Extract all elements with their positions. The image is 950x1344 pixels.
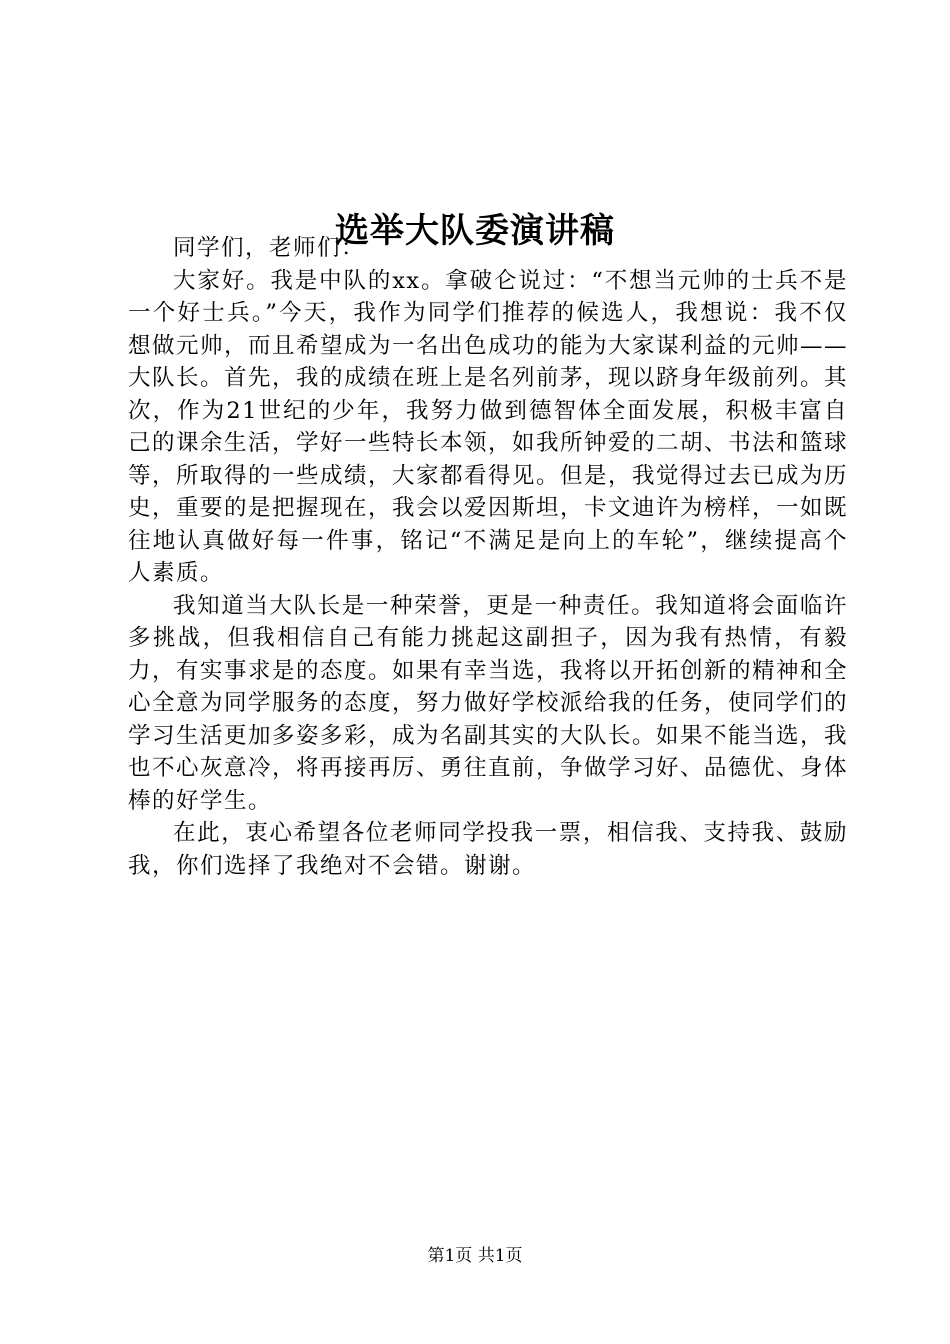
paragraph: 我知道当大队长是一种荣誉，更是一种责任。我知道将会面临许多挑战，但我相信自己有能力挑起这副担子，因为我有热情，有毅力，有实事求是的态度。如果有幸当选，我将以开拓创新的精神和全心全意为同学服务的态度，努力做好学校派给我的任务，使同学们的学习生活更加多姿多彩，成为名副其实的大队长。如果不能当选，我也不心灰意冷，将再接再厉、勇往直前，争做学习好、品德优、身体棒的好学生。 bbox=[128, 592, 849, 814]
speech-body bbox=[128, 232, 848, 882]
page-title: 选举大队委演讲稿 bbox=[335, 210, 615, 251]
paragraph: 在此，衷心希望各位老师同学投我一票，相信我、支持我、鼓励我，你们选择了我绝对不会错。谢谢。 bbox=[128, 820, 848, 879]
salutation: 同学们，老师们： bbox=[173, 235, 366, 261]
page-number-footer: 第1页 共1页 bbox=[427, 1246, 523, 1266]
paragraph: 大家好。我是中队的xx。拿破仑说过：“不想当元帅的士兵不是一个好士兵。”今天，我作为同学们推荐的候选人，我想说：我不仅想做元帅，而且希望成为一名出色成功的能为大家谋利益的元帅——大队长。首先，我的成绩在班上是名列前茅，现以跻身年级前列。其次，作为21世纪的少年，我努力做到德智体全面发展，积极丰富自己的课余生活，学好一些特长本领，如我所钟爱的二胡、书法和篮球等，所取得的一些成绩，大家都看得见。但是，我觉得过去已成为历史，重要的是把握现在，我会以爱因斯坦，卡文迪许为榜样，一如既往地认真做好每一件事，铭记“不满足是向上的车轮”，继续提高个人素质。 bbox=[128, 267, 849, 586]
